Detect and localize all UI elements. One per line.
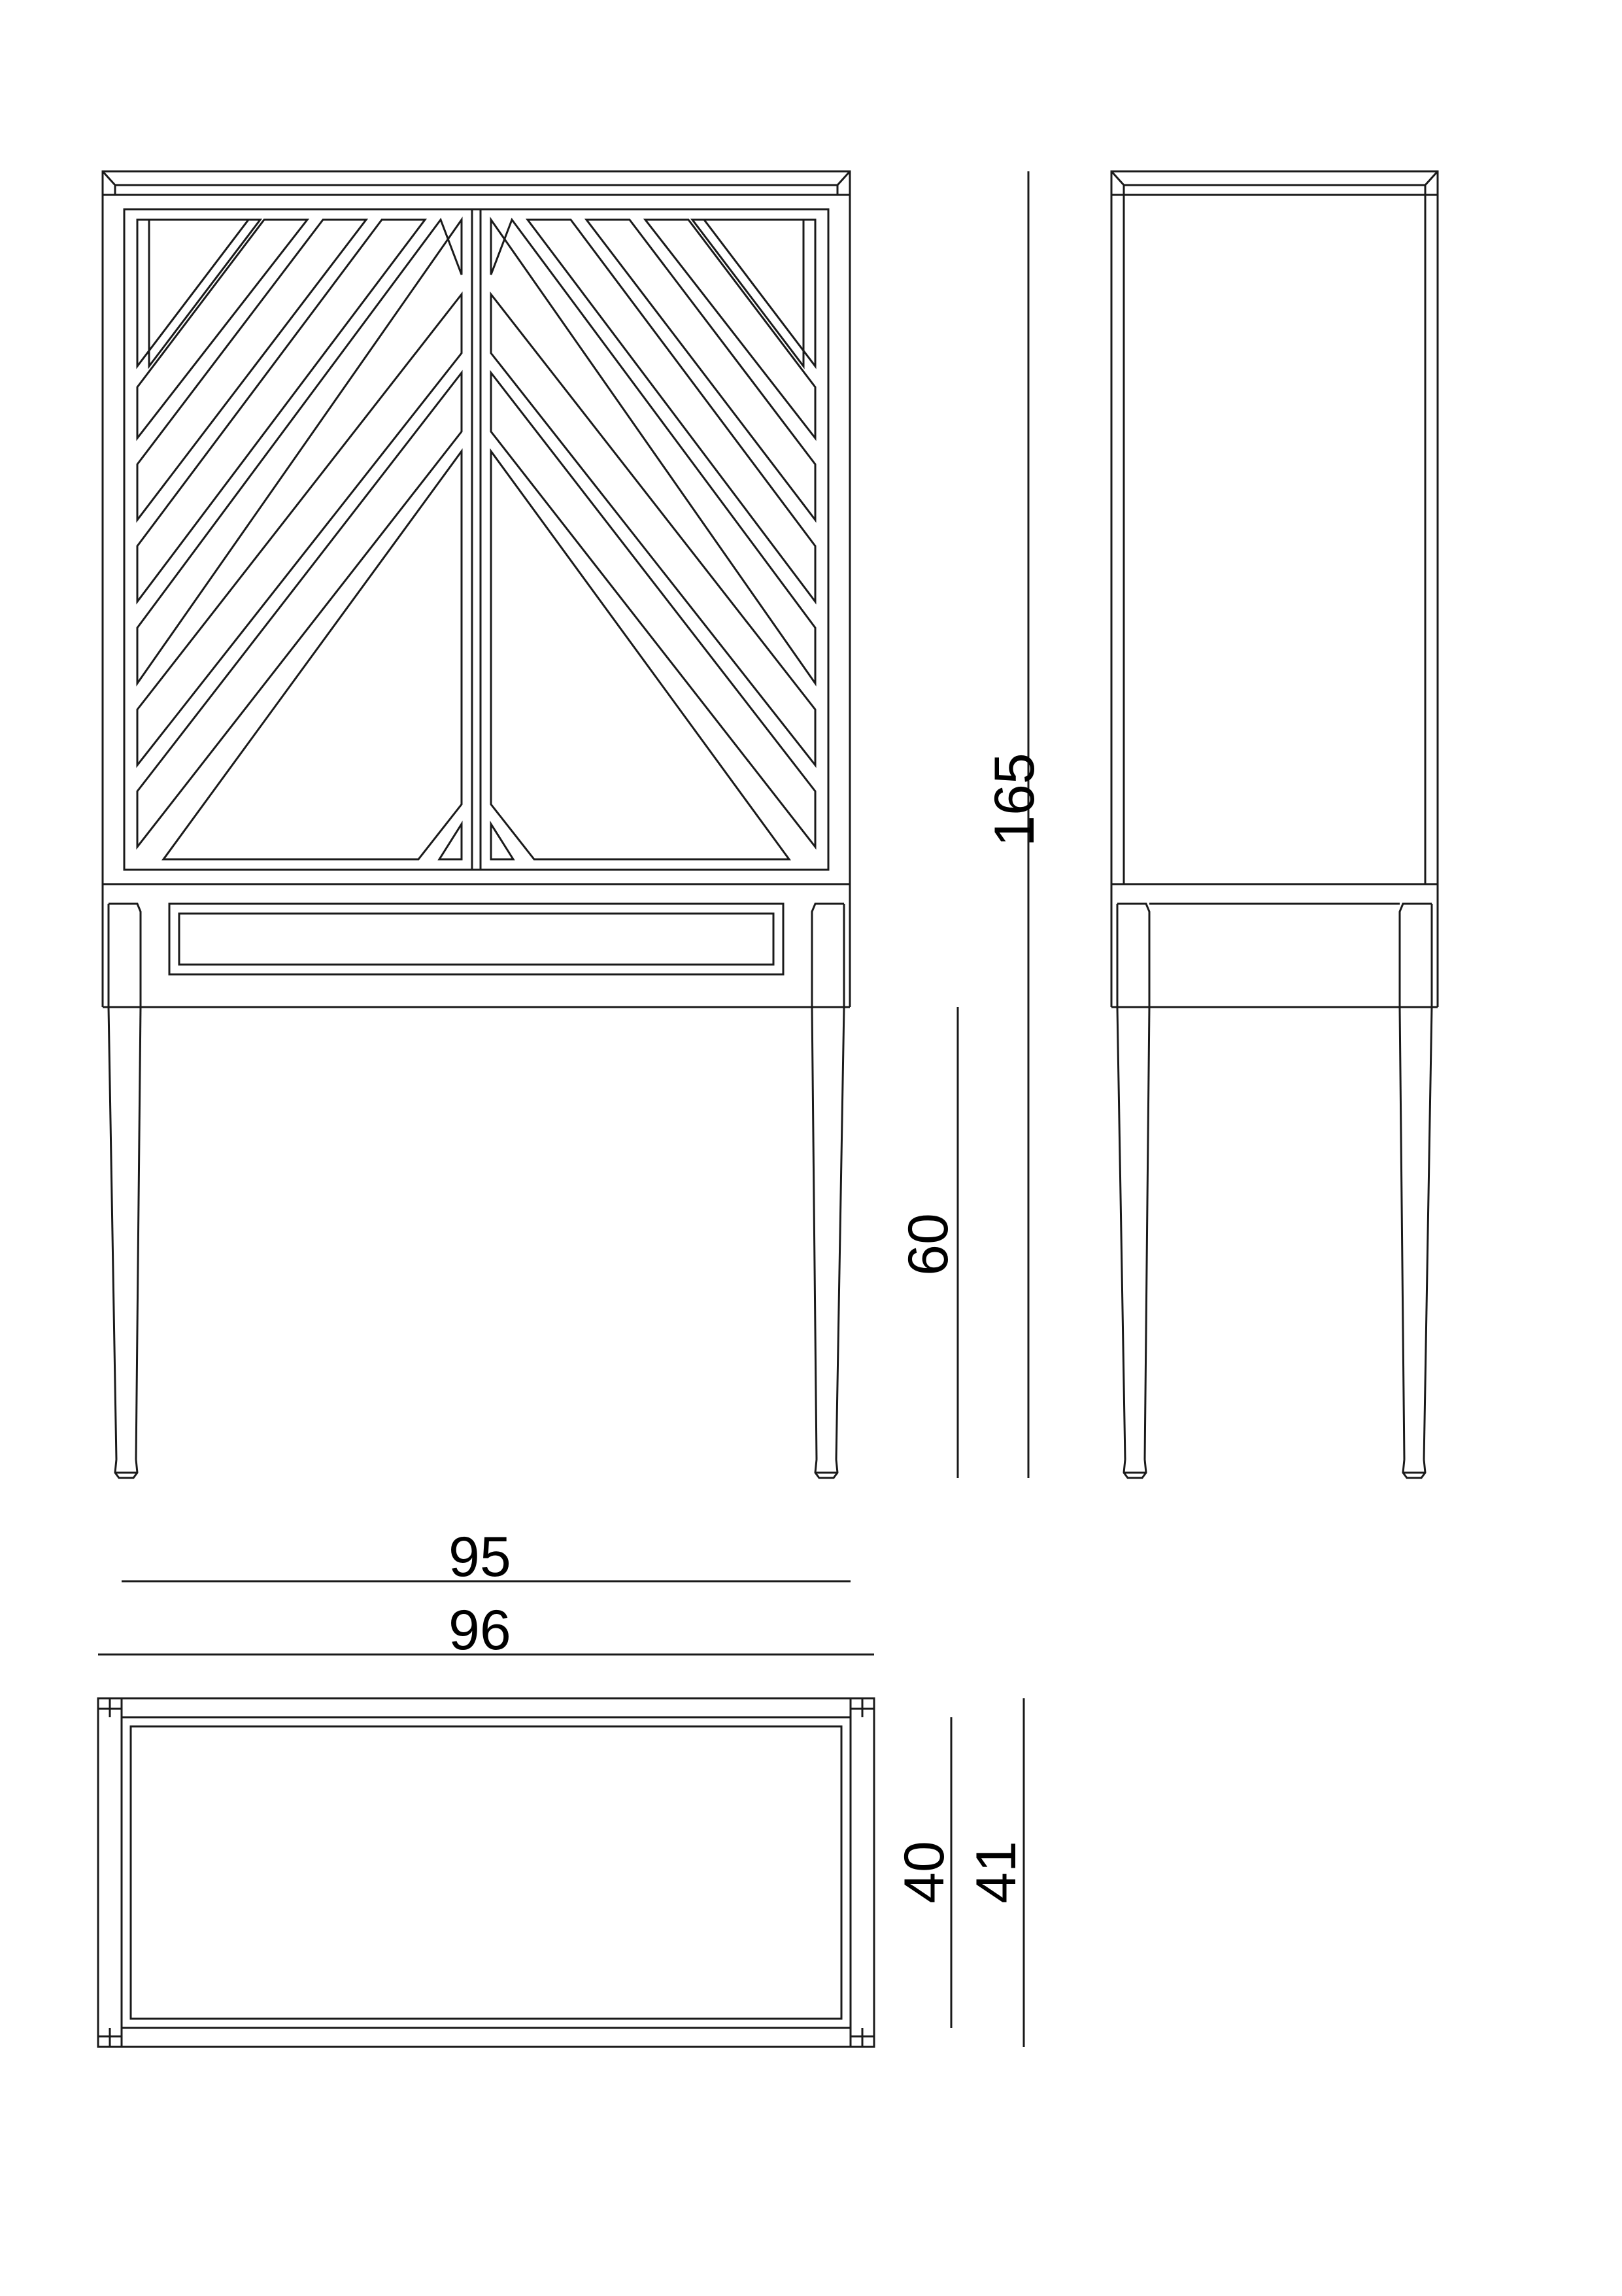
- dimension-width-top: 95: [448, 1526, 511, 1588]
- dimension-lines: [98, 171, 1028, 2047]
- side-elevation-view: [1111, 171, 1438, 1478]
- dimension-depth-top: 40: [892, 1841, 956, 1904]
- dimension-height-total: 165: [983, 753, 1046, 847]
- dimension-height-legs: 60: [896, 1213, 960, 1276]
- right-door-pattern: [491, 220, 815, 859]
- dimension-width-body: 96: [448, 1599, 511, 1662]
- dimension-depth-body: 41: [964, 1841, 1028, 1904]
- left-door-pattern: [137, 220, 462, 859]
- top-plan-view: [98, 1698, 874, 2047]
- front-elevation-view: [103, 171, 850, 1478]
